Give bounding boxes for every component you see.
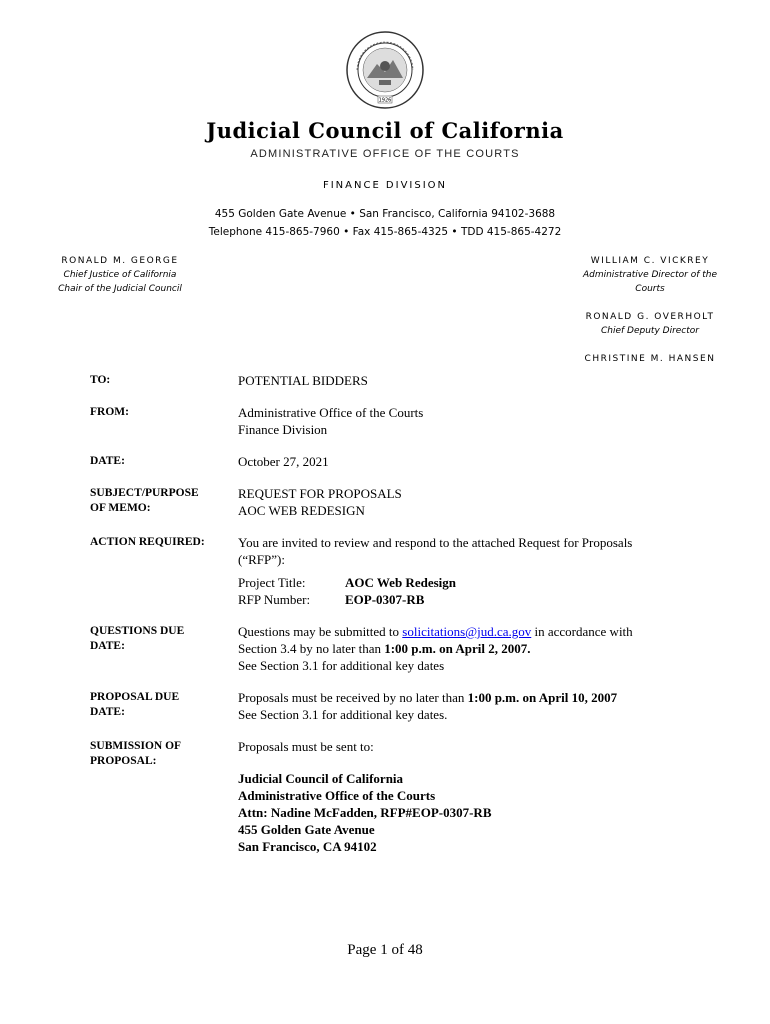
from-label: FROM: — [90, 406, 129, 418]
official-name: RONALD G. OVERHOLT — [585, 312, 715, 322]
questions-label: DATE: — [90, 640, 125, 652]
project-title-key: Project Title: — [238, 575, 306, 590]
rfp-number-key: RFP Number: — [238, 592, 311, 607]
from-line: Finance Division — [238, 422, 328, 437]
memo-body — [90, 372, 690, 855]
official-title: Chief Justice of California — [63, 270, 177, 280]
phone-line: Telephone 415-865-7960 • Fax 415-865-4325 • TDD 415-865-4272 — [208, 226, 562, 238]
address-line: San Francisco, CA 94102 — [238, 839, 377, 854]
address-line: Attn: Nadine McFadden, RFP#EOP-0307-RB — [238, 805, 492, 820]
questions-text: Questions may be submitted to — [238, 624, 403, 639]
memo-action-row — [90, 534, 690, 608]
subject-label: OF MEMO: — [90, 502, 151, 514]
judicial-council-seal — [345, 30, 425, 110]
page-number: Page 1 of 48 — [347, 942, 423, 958]
questions-deadline: 1:00 p.m. on April 2, 2007. — [384, 641, 531, 656]
proposal-deadline: 1:00 p.m. on April 10, 2007 — [467, 690, 618, 705]
address-line: 455 Golden Gate Avenue — [238, 822, 375, 837]
questions-note: See Section 3.1 for additional key dates — [238, 658, 445, 673]
official-right-2 — [570, 310, 730, 338]
address-line: Administrative Office of the Courts — [238, 788, 436, 803]
memo-subject-row — [90, 485, 690, 519]
proposal-note: See Section 3.1 for additional key dates. — [238, 707, 448, 722]
submission-label: PROPOSAL: — [90, 755, 157, 767]
rfp-number-row — [238, 591, 690, 608]
svg-text:1926: 1926 — [378, 97, 392, 104]
action-label: ACTION REQUIRED: — [90, 536, 205, 548]
subject-label: SUBJECT/PURPOSE — [90, 487, 199, 499]
proposal-label: PROPOSAL DUE — [90, 691, 180, 703]
questions-label: QUESTIONS DUE — [90, 625, 185, 637]
memo-date-row — [90, 453, 690, 470]
project-title-value: AOC Web Redesign — [345, 575, 456, 590]
subject-line: AOC WEB REDESIGN — [238, 503, 365, 518]
questions-text: Section 3.4 by no later than — [238, 641, 385, 656]
official-name: CHRISTINE M. HANSEN — [584, 354, 716, 364]
rfp-number-value: EOP-0307-RB — [345, 592, 425, 607]
questions-text: in accordance with — [531, 624, 633, 639]
letterhead-title: Judicial Council of California — [206, 118, 564, 143]
official-title: Courts — [635, 284, 665, 294]
action-line: (“RFP”): — [238, 552, 285, 567]
project-title-row — [238, 574, 690, 591]
address-line: 455 Golden Gate Avenue • San Francisco, California 94102-3688 — [214, 208, 556, 220]
official-name: WILLIAM C. VICKREY — [590, 256, 710, 266]
action-line: You are invited to review and respond to the attached Request for Proposals — [238, 535, 633, 550]
subject-line: REQUEST FOR PROPOSALS — [238, 486, 402, 501]
submission-label: SUBMISSION OF — [90, 740, 182, 752]
official-title: Chair of the Judicial Council — [58, 284, 182, 294]
official-left — [40, 254, 200, 296]
official-right-3 — [570, 352, 730, 368]
memo-questions-row — [90, 623, 690, 674]
official-name: RONALD M. GEORGE — [61, 256, 179, 266]
memo-to-row — [90, 372, 690, 389]
official-right-1 — [570, 254, 730, 296]
date-value: October 27, 2021 — [238, 454, 329, 469]
submission-address — [238, 770, 690, 855]
address-line: Judicial Council of California — [238, 771, 404, 786]
to-value: POTENTIAL BIDDERS — [238, 373, 368, 388]
to-label: TO: — [90, 374, 111, 386]
proposal-label: DATE: — [90, 706, 125, 718]
letterhead-subtitle: ADMINISTRATIVE OFFICE OF THE COURTS — [250, 148, 520, 160]
division-name: FINANCE DIVISION — [322, 180, 448, 191]
submission-intro: Proposals must be sent to: — [238, 739, 374, 754]
memo-submission-row — [90, 738, 690, 855]
email-link[interactable]: solicitations@jud.ca.gov — [402, 624, 532, 639]
memo-proposal-row — [90, 689, 690, 723]
official-title: Administrative Director of the — [582, 270, 718, 280]
date-label: DATE: — [90, 455, 125, 467]
proposal-text: Proposals must be received by no later than — [238, 690, 468, 705]
from-line: Administrative Office of the Courts — [238, 405, 424, 420]
memo-from-row — [90, 404, 690, 438]
official-title: Chief Deputy Director — [600, 326, 699, 336]
